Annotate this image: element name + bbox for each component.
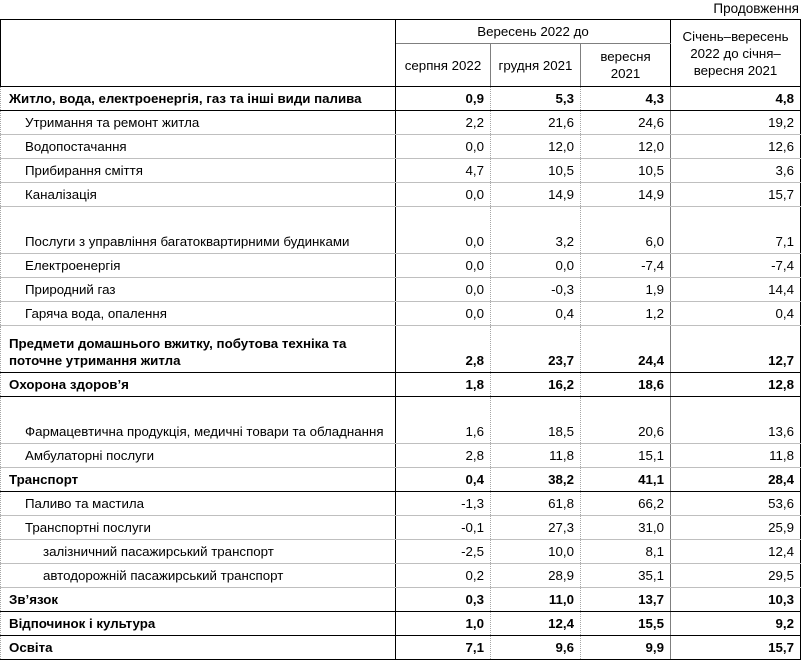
row-value: 61,8 <box>491 492 581 516</box>
row-value: 15,7 <box>671 636 801 660</box>
row-value: 14,4 <box>671 278 801 302</box>
row-value: 10,5 <box>581 159 671 183</box>
row-label: Охорона здоров’я <box>1 373 396 397</box>
row-value: 18,5 <box>491 397 581 444</box>
row-value: 0,0 <box>396 183 491 207</box>
row-value: 38,2 <box>491 468 581 492</box>
row-value: 11,8 <box>491 444 581 468</box>
row-value: 12,6 <box>671 135 801 159</box>
header-sub-december-2021: грудня 2021 <box>491 44 581 87</box>
row-value: 3,2 <box>491 207 581 254</box>
row-value: 12,4 <box>671 540 801 564</box>
row-value: 4,8 <box>671 87 801 111</box>
row-value: 2,2 <box>396 111 491 135</box>
table-header <box>1 20 801 87</box>
row-value: 27,3 <box>491 516 581 540</box>
row-value: 31,0 <box>581 516 671 540</box>
row-value: 10,3 <box>671 588 801 612</box>
row-label: Послуги з управління багатоквартирними будинками <box>1 207 396 254</box>
row-label: Транспортні послуги <box>1 516 396 540</box>
row-value: 15,7 <box>671 183 801 207</box>
row-value: 2,8 <box>396 326 491 373</box>
row-value: 41,1 <box>581 468 671 492</box>
row-value: 24,6 <box>581 111 671 135</box>
row-label: Житло, вода, електроенергія, газ та інші види палива <box>1 87 396 111</box>
table-row <box>1 516 801 540</box>
row-value: 12,0 <box>581 135 671 159</box>
table-row <box>1 326 801 373</box>
row-value: 1,0 <box>396 612 491 636</box>
row-value: 0,0 <box>396 302 491 326</box>
row-value: -7,4 <box>581 254 671 278</box>
row-label: Освіта <box>1 636 396 660</box>
row-label: Електроенергія <box>1 254 396 278</box>
row-value: 1,8 <box>396 373 491 397</box>
row-value: 15,5 <box>581 612 671 636</box>
row-label: Зв’язок <box>1 588 396 612</box>
row-value: -1,3 <box>396 492 491 516</box>
row-value: 0,0 <box>396 254 491 278</box>
table-row <box>1 373 801 397</box>
header-sub-august-2022: серпня 2022 <box>396 44 491 87</box>
table-row <box>1 183 801 207</box>
row-label: Водопостачання <box>1 135 396 159</box>
row-value: 12,8 <box>671 373 801 397</box>
row-value: 0,0 <box>491 254 581 278</box>
row-value: 8,1 <box>581 540 671 564</box>
row-value: 23,7 <box>491 326 581 373</box>
table-row <box>1 468 801 492</box>
row-value: 0,4 <box>491 302 581 326</box>
row-value: 5,3 <box>491 87 581 111</box>
row-value: 2,8 <box>396 444 491 468</box>
row-value: 9,9 <box>581 636 671 660</box>
row-value: 0,4 <box>396 468 491 492</box>
row-value: 0,9 <box>396 87 491 111</box>
row-value: 4,7 <box>396 159 491 183</box>
row-value: 13,7 <box>581 588 671 612</box>
row-label: Відпочинок і культура <box>1 612 396 636</box>
row-value: 7,1 <box>396 636 491 660</box>
table-row <box>1 444 801 468</box>
table-row <box>1 207 801 254</box>
row-label: Паливо та мастила <box>1 492 396 516</box>
row-value: 16,2 <box>491 373 581 397</box>
row-value: 25,9 <box>671 516 801 540</box>
row-label: Утримання та ремонт житла <box>1 111 396 135</box>
table-row <box>1 135 801 159</box>
row-value: 0,2 <box>396 564 491 588</box>
row-label: Природний газ <box>1 278 396 302</box>
table-row <box>1 540 801 564</box>
table-row <box>1 254 801 278</box>
price-index-table <box>0 19 801 660</box>
row-value: 12,4 <box>491 612 581 636</box>
row-value: 0,0 <box>396 278 491 302</box>
row-value: 4,3 <box>581 87 671 111</box>
table-row <box>1 159 801 183</box>
row-label: Гаряча вода, опалення <box>1 302 396 326</box>
row-value: 10,5 <box>491 159 581 183</box>
row-value: 20,6 <box>581 397 671 444</box>
row-label: Предмети домашнього вжитку, побутова техніка та поточне утримання житла <box>1 326 396 373</box>
row-value: 1,6 <box>396 397 491 444</box>
row-value: 28,9 <box>491 564 581 588</box>
row-value: 18,6 <box>581 373 671 397</box>
header-jan-sep-column: Січень–вересень 2022 до січня–вересня 2021 <box>671 20 801 87</box>
continuation-caption: Продовження <box>713 1 799 16</box>
table-row <box>1 612 801 636</box>
row-value: 0,0 <box>396 207 491 254</box>
row-label: Каналізація <box>1 183 396 207</box>
header-sub-september-2021: вересня 2021 <box>581 44 671 87</box>
header-row-group <box>1 20 801 44</box>
row-value: -7,4 <box>671 254 801 278</box>
table-row <box>1 111 801 135</box>
row-value: -0,1 <box>396 516 491 540</box>
row-value: 9,6 <box>491 636 581 660</box>
row-value: -0,3 <box>491 278 581 302</box>
row-label: Фармацевтична продукція, медичні товари та обладнання <box>1 397 396 444</box>
table-row <box>1 492 801 516</box>
header-name-column <box>1 20 396 87</box>
row-value: 21,6 <box>491 111 581 135</box>
table-body <box>1 87 801 660</box>
row-value: 12,7 <box>671 326 801 373</box>
row-value: 28,4 <box>671 468 801 492</box>
row-value: 0,0 <box>396 135 491 159</box>
row-value: 0,3 <box>396 588 491 612</box>
row-value: 19,2 <box>671 111 801 135</box>
row-value: 12,0 <box>491 135 581 159</box>
row-value: 0,4 <box>671 302 801 326</box>
row-value: 1,9 <box>581 278 671 302</box>
row-value: 11,8 <box>671 444 801 468</box>
row-value: 15,1 <box>581 444 671 468</box>
row-value: 3,6 <box>671 159 801 183</box>
row-value: 1,2 <box>581 302 671 326</box>
row-value: 14,9 <box>491 183 581 207</box>
row-value: 13,6 <box>671 397 801 444</box>
row-label: автодорожній пасажирський транспорт <box>1 564 396 588</box>
row-value: 66,2 <box>581 492 671 516</box>
row-value: -2,5 <box>396 540 491 564</box>
row-value: 9,2 <box>671 612 801 636</box>
table-row <box>1 397 801 444</box>
row-value: 35,1 <box>581 564 671 588</box>
row-value: 11,0 <box>491 588 581 612</box>
table-row <box>1 636 801 660</box>
row-value: 24,4 <box>581 326 671 373</box>
row-value: 53,6 <box>671 492 801 516</box>
table-row <box>1 588 801 612</box>
row-label: Транспорт <box>1 468 396 492</box>
row-value: 10,0 <box>491 540 581 564</box>
table-row <box>1 278 801 302</box>
row-value: 6,0 <box>581 207 671 254</box>
row-value: 7,1 <box>671 207 801 254</box>
table-row <box>1 564 801 588</box>
table-row <box>1 302 801 326</box>
row-value: 14,9 <box>581 183 671 207</box>
row-label: залізничний пасажирський транспорт <box>1 540 396 564</box>
row-label: Прибирання сміття <box>1 159 396 183</box>
row-value: 29,5 <box>671 564 801 588</box>
table-row <box>1 87 801 111</box>
row-label: Амбулаторні послуги <box>1 444 396 468</box>
header-group-september: Вересень 2022 до <box>396 20 671 44</box>
